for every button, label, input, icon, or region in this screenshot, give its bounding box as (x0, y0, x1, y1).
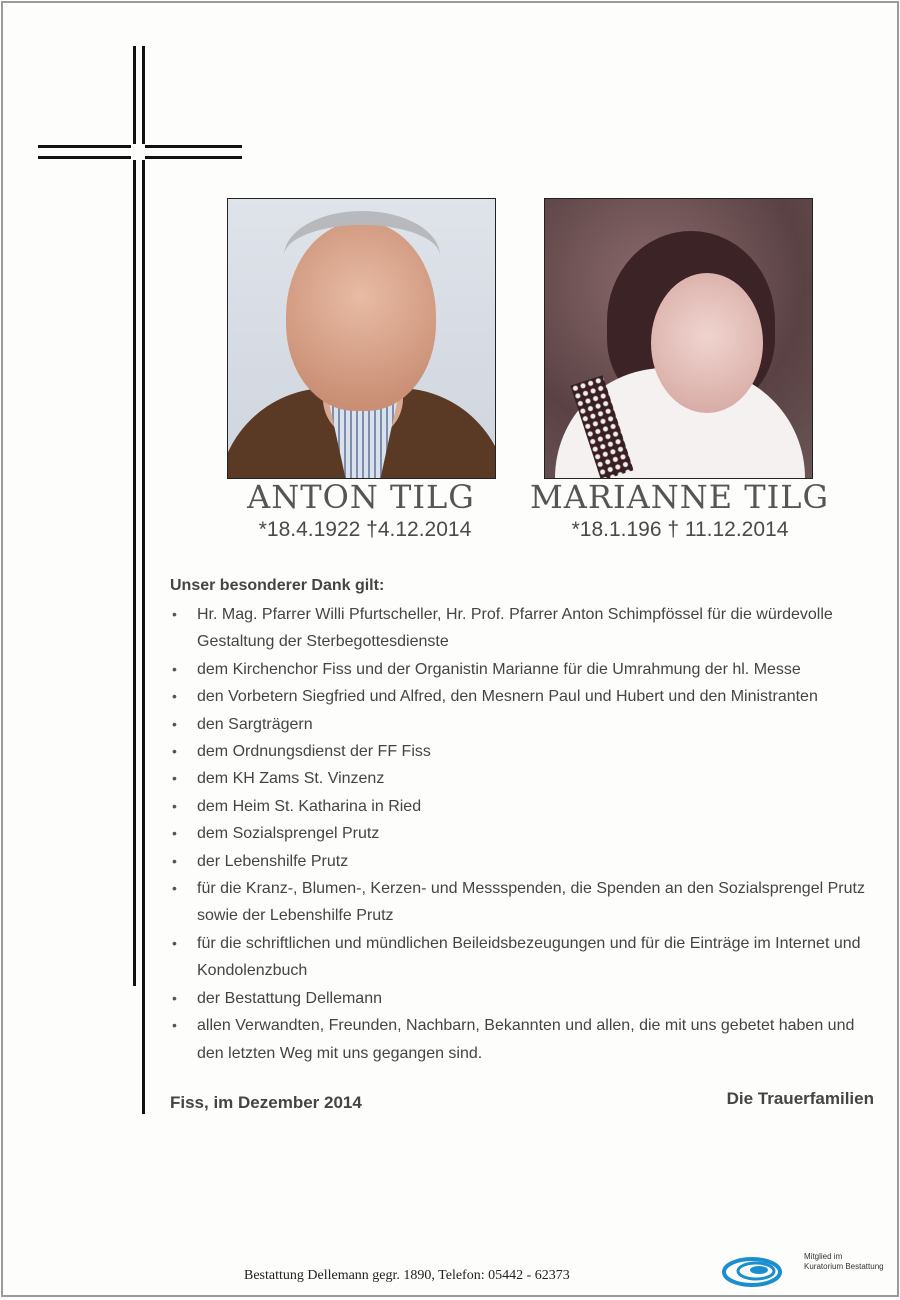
list-item: • Hr. Mag. Pfarrer Willi Pfurtscheller, Hr. Prof. Pfarrer Anton Schimpfössel für die würdevolle Gestaltung der Sterbegottesdienste (170, 601, 880, 656)
deceased-name: ANTON TILG (247, 478, 475, 516)
list-item: • dem Kirchenchor Fiss und der Organistin Marianne für die Umrahmung der hl. Messe (170, 656, 880, 683)
kuratorium-logo-icon (722, 1250, 792, 1290)
list-item: • den Vorbetern Siegfried und Alfred, den Mesnern Paul und Hubert und den Ministranten (170, 683, 880, 710)
thanks-heading: Unser besonderer Dank gilt: (170, 577, 385, 594)
logo-text-line2: Kuratorium Bestattung (804, 1262, 884, 1271)
cross-icon-line (142, 46, 145, 1114)
list-item: • dem KH Zams St. Vinzenz (170, 765, 880, 792)
deceased-name: MARIANNE TILG (530, 478, 830, 516)
photo-marianne (544, 198, 813, 479)
list-item: • dem Ordnungsdienst der FF Fiss (170, 738, 880, 765)
thanks-section (170, 577, 880, 1067)
list-item: • allen Verwandten, Freunden, Nachbarn, Bekannten und allen, die mit uns gebetet haben und den letzten Weg mit uns gegangen sind. (170, 1012, 880, 1067)
kuratorium-logo (722, 1250, 884, 1290)
signature: Die Trauerfamilien (726, 1089, 874, 1108)
place-date: Fiss, im Dezember 2014 (170, 1093, 362, 1112)
list-item: • für die Kranz-, Blumen-, Kerzen- und Messspenden, die Spenden an den Sozialsprengel Prutz sowie der Lebenshilfe Prutz (170, 875, 880, 930)
list-item: • für die schriftlichen und mündlichen Beileidsbezeugungen und für die Einträge im Internet und Kondolenzbuch (170, 930, 880, 985)
list-item: • dem Sozialsprengel Prutz (170, 820, 880, 847)
deceased-dates: *18.1.196 † 11.12.2014 (571, 518, 789, 541)
deceased-dates: *18.4.1922 †4.12.2014 (258, 518, 472, 541)
list-item: • dem Heim St. Katharina in Ried (170, 793, 880, 820)
cross-icon (133, 46, 136, 986)
list-item: • den Sargträgern (170, 711, 880, 738)
photo-anton (227, 198, 496, 479)
logo-text-line1: Mitglied im (804, 1252, 843, 1261)
undertaker-contact: Bestattung Dellemann gegr. 1890, Telefon: 05442 - 62373 (244, 1268, 570, 1283)
thanks-list (170, 601, 880, 1067)
list-item: • der Lebenshilfe Prutz (170, 848, 880, 875)
list-item: • der Bestattung Dellemann (170, 985, 880, 1012)
